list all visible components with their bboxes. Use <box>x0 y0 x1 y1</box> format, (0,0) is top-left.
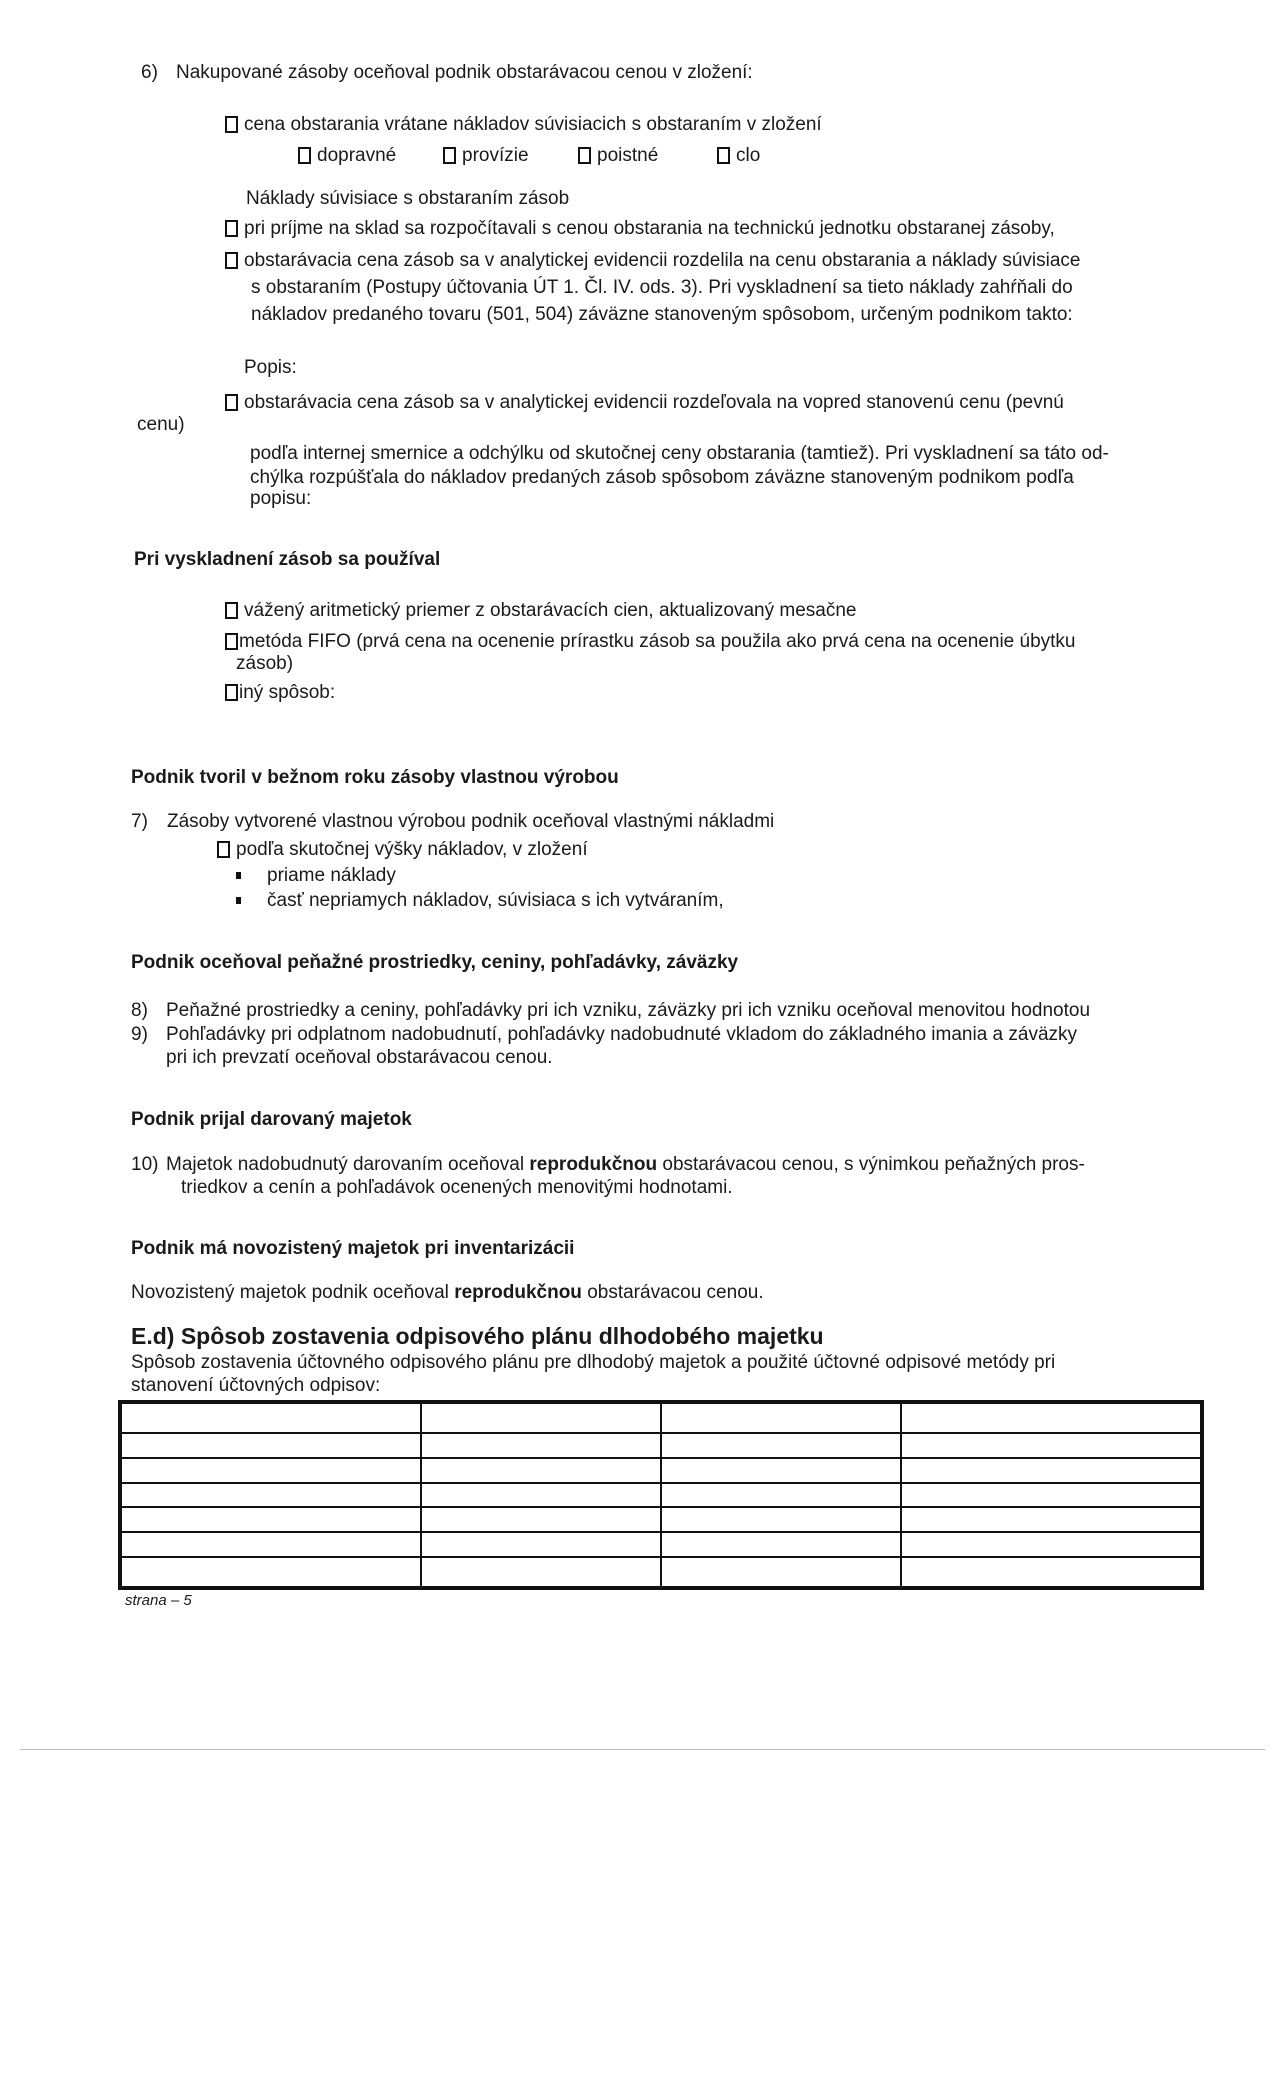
checkbox[interactable] <box>225 602 238 619</box>
table-cell[interactable] <box>120 1458 421 1483</box>
option-provizie <box>443 145 529 167</box>
table-row <box>120 1507 1202 1532</box>
checkbox[interactable] <box>225 633 238 650</box>
table-cell[interactable] <box>421 1458 661 1483</box>
table-cell[interactable] <box>901 1557 1202 1588</box>
novozisteny-text <box>131 1282 764 1304</box>
item-8-text: Peňažné prostriedky a ceniny, pohľadávky pri ich vzniku, záväzky pri ich vzniku oceňoval menovitou hodnotou <box>166 1000 1091 1021</box>
bullet-icon <box>236 897 241 904</box>
bullet-icon <box>236 872 241 879</box>
table-row <box>120 1532 1202 1557</box>
text: Novozistený majetok podnik oceňoval <box>131 1282 455 1303</box>
option-label: dopravné <box>317 145 397 166</box>
table-cell[interactable] <box>901 1483 1202 1508</box>
option-label: vážený aritmetický priemer z obstarávacích cien, aktualizovaný mesačne <box>244 600 857 621</box>
option-label: iný spôsob: <box>239 682 336 703</box>
section-heading-odpisy: E.d) Spôsob zostavenia odpisového plánu dlhodobého majetku <box>131 1323 824 1349</box>
odpisy-text: Spôsob zostavenia účtovného odpisového plánu pre dlhodobý majetok a použité účtovné odpisové metódy pri <box>131 1352 1056 1373</box>
option-rozdelila-line: s obstaraním (Postupy účtovania ÚT 1. Čl. IV. ods. 3). Pri vyskladnení sa tieto náklady zahŕňali do <box>251 277 1073 298</box>
bullet-item <box>236 890 724 912</box>
emphasis: reprodukčnou <box>529 1154 658 1175</box>
table-cell[interactable] <box>901 1402 1202 1433</box>
page-number: strana – 5 <box>125 1592 192 1609</box>
item-7-number: 7) <box>131 811 148 832</box>
naklady-label: Náklady súvisiace s obstaraním zásob <box>246 188 570 209</box>
section-heading-penazne: Podnik oceňoval peňažné prostriedky, ceniny, pohľadávky, záväzky <box>131 952 739 973</box>
checkbox[interactable] <box>225 252 238 269</box>
table-cell[interactable] <box>120 1507 421 1532</box>
option-label: pri príjme na sklad sa rozpočítavali s cenou obstarania na technickú jednotku obstaranej zásoby, <box>244 218 1055 239</box>
option-rozdelila <box>225 250 1080 272</box>
section-heading-vlastna-vyroba: Podnik tvoril v bežnom roku zásoby vlastnou výrobou <box>131 767 619 788</box>
table-cell[interactable] <box>661 1532 901 1557</box>
emphasis: reprodukčnou <box>454 1282 582 1303</box>
table-cell[interactable] <box>661 1458 901 1483</box>
checkbox[interactable] <box>225 394 238 411</box>
item-9-number: 9) <box>131 1024 148 1045</box>
bullet-text: časť nepriamych nákladov, súvisiaca s ich vytváraním, <box>267 890 724 911</box>
option-label: obstarávacia cena zásob sa v analytickej evidencii rozdelila na cenu obstarania a náklady súvisiace <box>244 250 1081 271</box>
item-9-text: Pohľadávky pri odplatnom nadobudnutí, pohľadávky nadobudnuté vkladom do základného imania a záväzky <box>166 1024 1078 1045</box>
table-cell[interactable] <box>901 1433 1202 1458</box>
option-label: clo <box>736 145 761 166</box>
table-cell[interactable] <box>661 1402 901 1433</box>
option-poistne <box>578 145 658 167</box>
item-6-text: Nakupované zásoby oceňoval podnik obstarávacou cenou v zložení: <box>176 62 753 83</box>
table-row <box>120 1433 1202 1458</box>
bullet-text: priame náklady <box>267 865 396 886</box>
table-row <box>120 1402 1202 1433</box>
odpisy-text-line: stanovení účtovných odpisov: <box>131 1375 381 1396</box>
table-cell[interactable] <box>421 1557 661 1588</box>
popis-label: Popis: <box>244 357 297 378</box>
option-label: cena obstarania vrátane nákladov súvisiacich s obstaraním v zložení <box>244 114 822 135</box>
item-6-number: 6) <box>141 62 158 83</box>
checkbox[interactable] <box>443 147 456 164</box>
checkbox[interactable] <box>225 220 238 237</box>
item-10-text-line: triedkov a cenín a pohľadávok ocenených menovitými hodnotami. <box>181 1177 733 1198</box>
table-cell[interactable] <box>661 1557 901 1588</box>
checkbox[interactable] <box>717 147 730 164</box>
table-cell[interactable] <box>901 1532 1202 1557</box>
option-rozdelila-line: nákladov predaného tovaru (501, 504) záväzne stanoveným spôsobom, určeným podnikom takto: <box>251 304 1073 325</box>
option-fifo-line: zásob) <box>236 653 294 674</box>
table-cell[interactable] <box>661 1433 901 1458</box>
item-8-number: 8) <box>131 1000 148 1021</box>
item-9-text-line: pri ich prevzatí oceňoval obstarávacou cenou. <box>166 1047 553 1068</box>
table-cell[interactable] <box>901 1507 1202 1532</box>
text: Majetok nadobudnutý darovaním oceňoval <box>166 1154 530 1175</box>
option-label: obstarávacia cena zásob sa v analytickej evidencii rozdeľovala na vopred stanovenú cenu (pevnú <box>244 392 1064 413</box>
item-10-number: 10) <box>131 1154 159 1175</box>
table-row <box>120 1557 1202 1588</box>
option-pevna-line: popisu: <box>250 488 312 509</box>
checkbox[interactable] <box>225 116 238 133</box>
table-cell[interactable] <box>661 1483 901 1508</box>
item-7-text: Zásoby vytvorené vlastnou výrobou podnik oceňoval vlastnými nákladmi <box>167 811 775 832</box>
table-cell[interactable] <box>120 1532 421 1557</box>
option-label: provízie <box>462 145 529 166</box>
checkbox[interactable] <box>217 841 230 858</box>
checkbox[interactable] <box>578 147 591 164</box>
option-pevna-line: cenu) <box>137 414 185 435</box>
option-label: podľa skutočnej výšky nákladov, v zložení <box>236 839 588 860</box>
option-label: poistné <box>597 145 659 166</box>
option-iny <box>225 682 335 704</box>
option-cena-obstarania <box>225 114 822 136</box>
table-cell[interactable] <box>421 1507 661 1532</box>
item-10-text <box>166 1154 1085 1176</box>
table-cell[interactable] <box>421 1483 661 1508</box>
checkbox[interactable] <box>298 147 311 164</box>
option-pevna-cena <box>225 392 1064 414</box>
table-cell[interactable] <box>661 1507 901 1532</box>
option-fifo <box>225 631 1076 653</box>
table-cell[interactable] <box>120 1433 421 1458</box>
table-cell[interactable] <box>421 1532 661 1557</box>
odpisovy-plan-table <box>118 1400 1204 1590</box>
table-cell[interactable] <box>421 1402 661 1433</box>
text: obstarávacou cenou, s výnimkou peňažných pros- <box>657 1154 1085 1175</box>
option-pri-prijme <box>225 218 1055 240</box>
section-heading-darovany: Podnik prijal darovaný majetok <box>131 1109 412 1130</box>
table-row <box>120 1458 1202 1483</box>
page-edge-divider <box>20 1749 1265 1750</box>
section-heading-novozisteny: Podnik má novozistený majetok pri inventarizácii <box>131 1238 575 1259</box>
checkbox[interactable] <box>225 684 238 701</box>
option-clo <box>717 145 760 167</box>
text: obstarávacou cenou. <box>581 1282 764 1303</box>
option-pevna-line: podľa internej smernice a odchýlku od skutočnej ceny obstarania (tamtiež). Pri vyskladnení sa táto od- <box>250 443 1109 464</box>
option-priemer <box>225 600 856 622</box>
table-cell[interactable] <box>120 1483 421 1508</box>
option-dopravne <box>298 145 396 167</box>
table-row <box>120 1483 1202 1508</box>
table-cell[interactable] <box>901 1458 1202 1483</box>
table-cell[interactable] <box>120 1557 421 1588</box>
option-label: metóda FIFO (prvá cena na ocenenie prírastku zásob sa použila ako prvá cena na ocenenie úbytku <box>239 631 1076 652</box>
table-cell[interactable] <box>421 1433 661 1458</box>
section-heading-vyskladnenie: Pri vyskladnení zásob sa používal <box>134 549 441 570</box>
option-pevna-line: chýlka rozpúšťala do nákladov predaných zásob spôsobom záväzne stanoveným podnikom podľa <box>250 467 1074 488</box>
bullet-item <box>236 865 396 887</box>
option-skutocna-vyska <box>217 839 588 861</box>
table-cell[interactable] <box>120 1402 421 1433</box>
